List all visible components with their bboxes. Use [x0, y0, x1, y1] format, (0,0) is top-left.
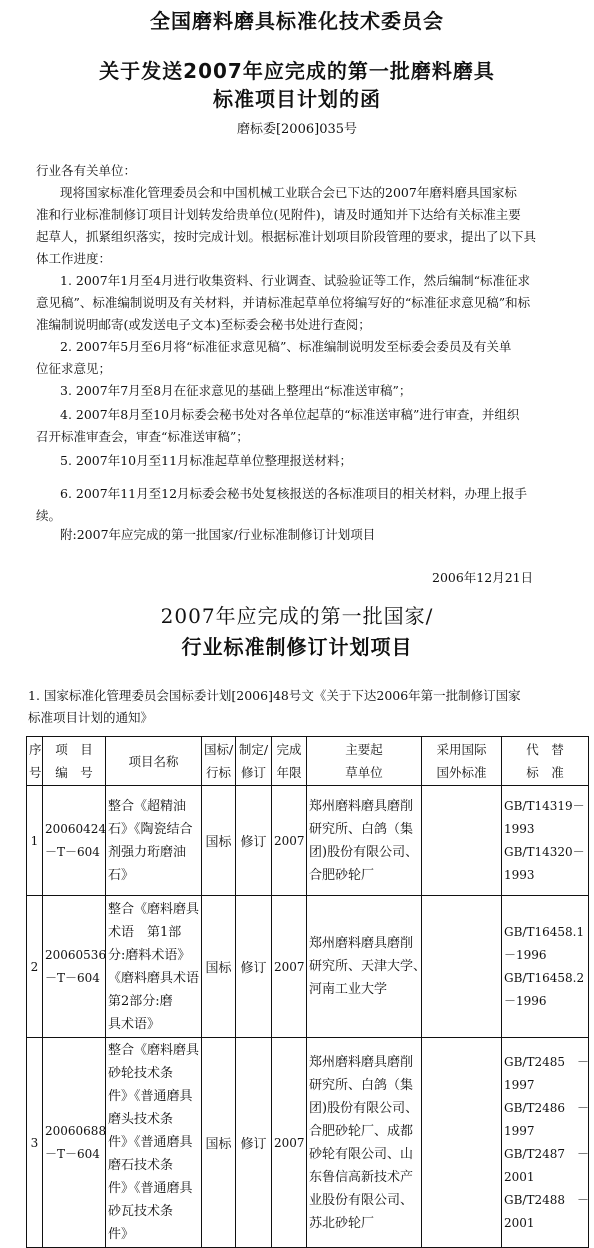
step-1-line: 1. 2007年1月至4月进行收集资料、行业调查、试验验证等工作，然后编制“标准征求 — [60, 273, 531, 288]
step-5-line: 5. 2007年10月至11月标准起草单位整理报送材料； — [60, 453, 353, 468]
revision-type: 修订 — [236, 786, 272, 896]
body-line: 体工作进度： — [36, 251, 112, 266]
step-4-line: 召开标准审查会，审查“标准送审稿”； — [36, 429, 249, 444]
body-line: 现将国家标准化管理委员会和中国机械工业联合会已下达的2007年磨料磨具国家标 — [60, 185, 517, 200]
international-standard — [422, 896, 502, 1038]
international-standard — [422, 1038, 502, 1248]
project-name: 整合《磨料磨具 砂轮技术条 件》《普通磨具 磨头技术条 件》《普通磨具 磨石技术条 件》《普通磨具 砂瓦技术条 件》 — [106, 1038, 202, 1248]
table-header-row — [27, 737, 589, 786]
table-row — [27, 786, 589, 896]
replaced-standard: GB/T16458.1 －1996 GB/T16458.2 －1996 — [502, 896, 589, 1038]
completion-year: 2007 — [272, 896, 307, 1038]
step-6-line: 6. 2007年11月至12月标委会秘书处复核报送的各标准项目的相关材料，办理上报手 — [60, 486, 528, 501]
project-code: 20060536 －T－604 — [43, 896, 106, 1038]
attachment-title-line-1: 2007年应完成的第一批国家/ — [160, 604, 434, 628]
attachment-note: 附:2007年应完成的第一批国家/行业标准制修订计划项目 — [60, 527, 376, 542]
document-number: 磨标委[2006]035号 — [236, 122, 358, 137]
project-code: 20060688 －T－604 — [43, 1038, 106, 1248]
drafting-unit: 郑州磨料磨具磨削 研究所、天津大学、 河南工业大学 — [307, 896, 422, 1038]
drafting-unit: 郑州磨料磨具磨削 研究所、白鸽（集 团)股份有限公司、 合肥砂轮厂 — [307, 786, 422, 896]
drafting-unit: 郑州磨料磨具磨削 研究所、白鸽（集 团)股份有限公司、 合肥砂轮厂、成都 砂轮有限公司、山 东鲁信高新技术产 业股份有限公司、 苏北砂轮厂 — [307, 1038, 422, 1248]
row-number: 3 — [27, 1038, 43, 1248]
project-name: 整合《磨料磨具 术语 第1部 分:磨料术语》 《磨料磨具术语 第2部分:磨 具术语》 — [106, 896, 202, 1038]
step-2-line: 位征求意见； — [36, 361, 112, 376]
standard-level: 国标 — [202, 1038, 236, 1248]
project-name: 整合《超精油 石》《陶瓷结合 剂强力珩磨油 石》 — [106, 786, 202, 896]
header-cell: 完成 年限 — [272, 737, 307, 786]
section-heading-line: 标准项目计划的通知》 — [28, 710, 154, 725]
replaced-standard: GB/T2485 － 1997 GB/T2486 － 1997 GB/T2487 － 2001 GB/T2488 － 2001 — [502, 1038, 589, 1248]
body-line: 准和行业标准制修订项目计划转发给贵单位(见附件)，请及时通知并下达给有关标准主要 — [36, 207, 521, 222]
header-cell: 国标/ 行标 — [202, 737, 236, 786]
salutation: 行业各有关单位： — [36, 163, 137, 178]
step-3-line: 3. 2007年7月至8月在征求意见的基础上整理出“标准送审稿”； — [60, 383, 412, 398]
row-number: 2 — [27, 896, 43, 1038]
letter-title-line-2: 关于发送2007年应完成的第一批磨料磨具 — [99, 59, 495, 83]
header-cell: 序 号 — [27, 737, 43, 786]
table-row — [27, 896, 589, 1038]
attachment-title-line-2: 行业标准制修订计划项目 — [181, 635, 413, 659]
letter-title-line-3: 标准项目计划的函 — [213, 87, 381, 111]
header-cell: 采用国际 国外标准 — [422, 737, 502, 786]
header-cell: 项目名称 — [106, 737, 202, 786]
section-heading-line: 1. 国家标准化管理委员会国标委计划[2006]48号文《关于下达2006年第一批制修订国家 — [28, 688, 521, 703]
standard-level: 国标 — [202, 896, 236, 1038]
step-4-line: 4. 2007年8月至10月标委会秘书处对各单位起草的“标准送审稿”进行审查，并组织 — [60, 407, 520, 422]
table-row — [27, 1038, 589, 1248]
project-code: 20060424 －T－604 — [43, 786, 106, 896]
letter-title-line-1: 全国磨料磨具标准化技术委员会 — [150, 9, 444, 33]
replaced-standard: GB/T14319－ 1993 GB/T14320－ 1993 — [502, 786, 589, 896]
row-number: 1 — [27, 786, 43, 896]
standard-level: 国标 — [202, 786, 236, 896]
completion-year: 2007 — [272, 786, 307, 896]
completion-year: 2007 — [272, 1038, 307, 1248]
header-cell: 代 替 标 准 — [502, 737, 589, 786]
plan-table — [26, 736, 589, 1248]
step-1-line: 意见稿”、标准编制说明及有关材料，并请标准起草单位将编写好的“标准征求意见稿”和标 — [36, 295, 531, 310]
step-6-line: 续。 — [36, 508, 62, 523]
step-1-line: 准编制说明邮寄(或发送电子文本)至标委会秘书处进行查阅； — [36, 317, 371, 332]
step-2-line: 2. 2007年5月至6月将“标准征求意见稿”、标准编制说明发至标委会委员及有关单 — [60, 339, 512, 354]
body-line: 起草人，抓紧组织落实，按时完成计划。根据标准计划项目阶段管理的要求，提出了以下具 — [36, 229, 537, 244]
header-cell: 制定/ 修订 — [236, 737, 272, 786]
header-cell: 项 目 编 号 — [43, 737, 106, 786]
header-cell: 主要起 草单位 — [307, 737, 422, 786]
letter-date: 2006年12月21日 — [432, 570, 534, 585]
revision-type: 修订 — [236, 1038, 272, 1248]
international-standard — [422, 786, 502, 896]
revision-type: 修订 — [236, 896, 272, 1038]
